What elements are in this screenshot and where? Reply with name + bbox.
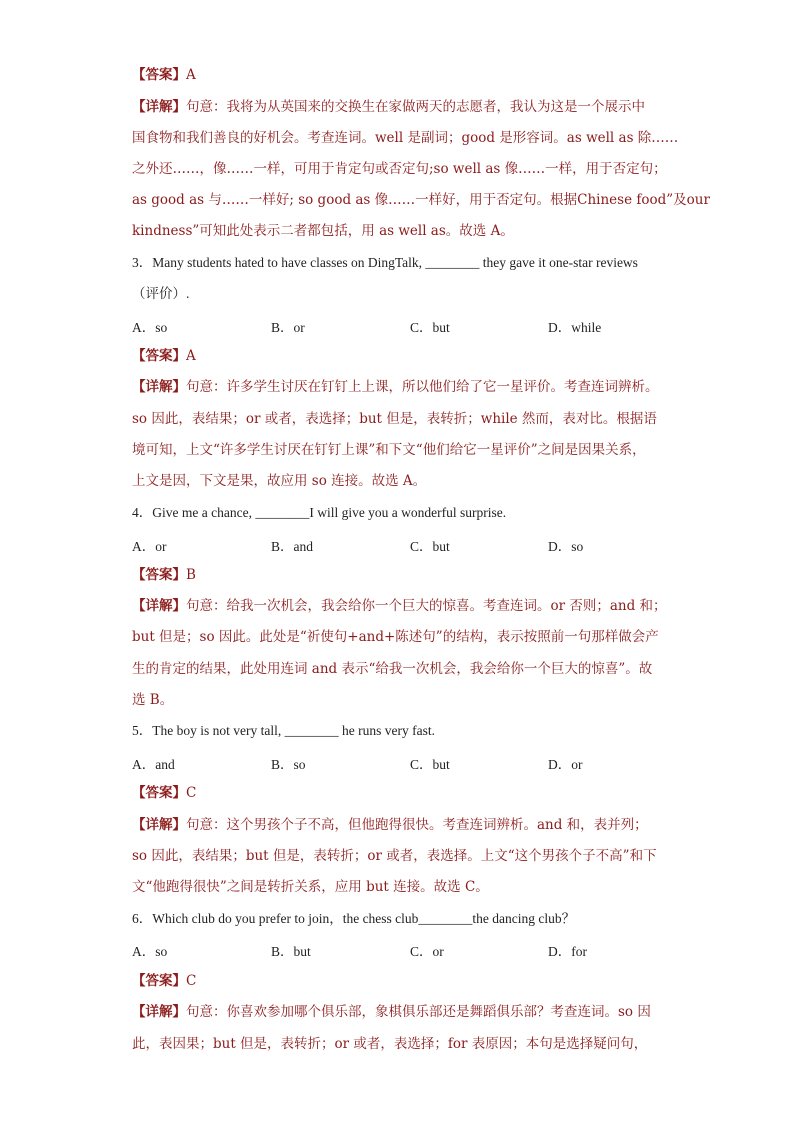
detail-line: as good as 与……一样好; so good as 像……一样好，用于否定句。根据Chinese food”及our bbox=[132, 192, 710, 208]
detail-line: 【详解】句意：许多学生讨厌在钉钉上上课，所以他们给了它一星评价。考查连词辨析。 bbox=[132, 379, 659, 395]
option-d: D．or bbox=[548, 757, 583, 772]
option-a: A．so bbox=[132, 944, 168, 959]
detail-line: 【详解】句意：我将为从英国来的交换生在家做两天的志愿者，我认为这是一个展示中 bbox=[132, 99, 645, 115]
option-c: C．but bbox=[410, 757, 450, 772]
option-d: D．while bbox=[548, 320, 602, 335]
detail-line: 【详解】句意：给我一次机会，我会给你一个巨大的惊喜。考查连词。or 否则；and 和； bbox=[132, 598, 667, 614]
detail-line: 文“他跑得很快”之间是转折关系，应用 but 连接。故选 C。 bbox=[132, 879, 489, 895]
detail-line: 上文是因，下文是果，故应用 so 连接。故选 A。 bbox=[132, 473, 427, 489]
question-stem: 5．The boy is not very tall, ________ he runs very fast. bbox=[132, 723, 435, 738]
detail-line: 【详解】句意：这个男孩个子不高，但他跑得很快。考查连词辨析。and 和，表并列； bbox=[132, 817, 648, 833]
detail-line: 此，表因果；but 但是，表转折；or 或者，表选择；for 表原因；本句是选择疑问句， bbox=[132, 1036, 648, 1052]
answer-line: 【答案】C bbox=[132, 973, 197, 989]
option-b: B．so bbox=[271, 757, 306, 772]
question-stem: （评价）. bbox=[132, 286, 190, 301]
detail-line: 国食物和我们善良的好机会。考查连词。well 是副词；good 是形容词。as well as 除…… bbox=[132, 130, 679, 146]
detail-line: kindness”可知此处表示二者都包括，用 as well as。故选 A。 bbox=[132, 223, 514, 239]
option-d: D．so bbox=[548, 539, 584, 554]
answer-line: 【答案】A bbox=[132, 348, 196, 364]
option-c: C．but bbox=[410, 320, 450, 335]
detail-line: so 因此，表结果；or 或者，表选择；but 但是，表转折；while 然而，表对比。根据语 bbox=[132, 411, 657, 427]
detail-line: 生的肯定的结果，此处用连词 and 表示“给我一次机会，我会给你一个巨大的惊喜”。故 bbox=[132, 661, 653, 677]
answer-line: 【答案】B bbox=[132, 567, 196, 583]
option-b: B．or bbox=[271, 320, 305, 335]
option-a: A．and bbox=[132, 757, 175, 772]
question-stem: 6．Which club do you prefer to join，the chess club________the dancing club？ bbox=[132, 911, 576, 926]
detail-line: but 但是；so 因此。此处是“祈使句+and+陈述句”的结构，表示按照前一句那样做会产 bbox=[132, 629, 659, 645]
option-d: D．for bbox=[548, 944, 587, 959]
detail-line: so 因此，表结果；but 但是，表转折；or 或者，表选择。上文“这个男孩个子不高”和下 bbox=[132, 848, 657, 864]
option-b: B．and bbox=[271, 539, 313, 554]
answer-line: 【答案】C bbox=[132, 785, 197, 801]
option-a: A．or bbox=[132, 539, 167, 554]
option-b: B．but bbox=[271, 944, 311, 959]
detail-line: 选 B。 bbox=[132, 692, 174, 708]
option-c: C．or bbox=[410, 944, 444, 959]
detail-line: 之外还……，像……一样，可用于肯定句或否定句;so well as 像……一样，用于否定句； bbox=[132, 161, 667, 177]
question-stem: 4．Give me a chance, ________I will give you a wonderful surprise. bbox=[132, 505, 507, 520]
answer-line: 【答案】A bbox=[132, 67, 196, 83]
question-stem: 3．Many students hated to have classes on DingTalk, ________ they gave it one-star reviews bbox=[132, 255, 638, 270]
detail-line: 【详解】句意：你喜欢参加哪个俱乐部，象棋俱乐部还是舞蹈俱乐部？考查连词。so 因 bbox=[132, 1004, 651, 1020]
detail-line: 境可知，上文“许多学生讨厌在钉钉上课”和下文“他们给它一星评价”之间是因果关系， bbox=[132, 442, 646, 458]
option-c: C．but bbox=[410, 539, 450, 554]
option-a: A．so bbox=[132, 320, 168, 335]
